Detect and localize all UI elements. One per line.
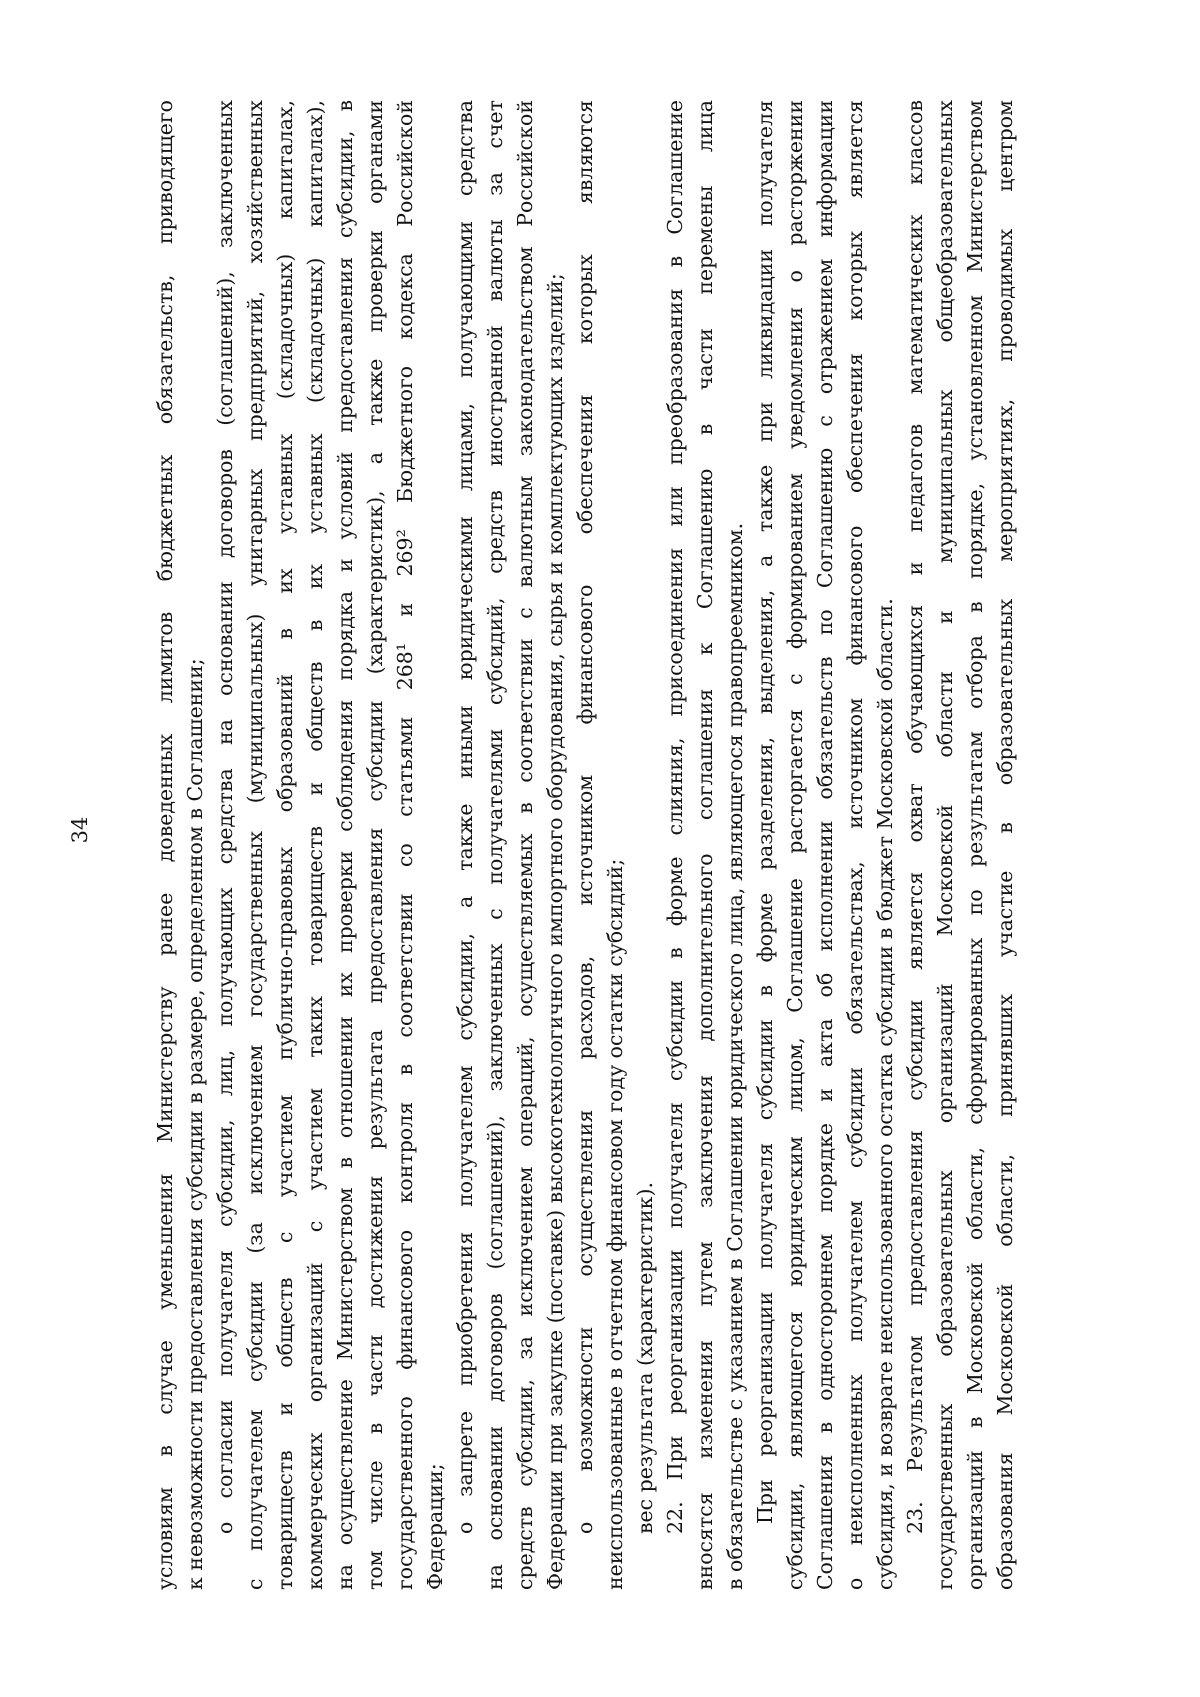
text-line: Федерации при закупке (поставке) высокотехнологичного импортного оборудования, сырья и комплектующих изделий; — [543, 273, 567, 1590]
text-line: о неисполненных получателем субсидии обязательствах, источником финансового обеспечения которых является — [843, 100, 867, 1590]
text-line: средств субсидии, за исключением операций, осуществляемых в соответствии с валютным законодательством Российской — [513, 100, 537, 1590]
text-line: товариществ и обществ с участием публично-правовых образований в их уставных (складочных) капиталах, — [273, 100, 297, 1590]
document-body — [150, 100, 1020, 1590]
text-line: 23. Результатом предоставления субсидии является охват обучающихся и педагогов математических классов — [903, 100, 927, 1534]
text-line: о согласии получателя субсидии, лиц, получающих средства на основании договоров (соглашений), заключенных — [213, 100, 237, 1534]
text-line: к невозможности предоставления субсидии в размере, определенном в Соглашении; — [183, 658, 207, 1590]
text-line: Соглашения в одностороннем порядке и акта об исполнении обязательств по Соглашению с отражением информации — [813, 100, 837, 1590]
text-line: образования Московской области, принявших участие в образовательных мероприятиях, проводимых центром — [993, 100, 1017, 1590]
text-line: организаций в Московской области, сформированных по результатам отбора в порядке, установленном Министерством — [963, 100, 987, 1590]
text-line: том числе в части достижения результата предоставления субсидии (характеристик), а также проверки органами — [363, 100, 387, 1590]
text-line: условиям в случае уменьшения Министерству ранее доведенных лимитов бюджетных обязательств, приводящего — [153, 100, 177, 1590]
text-line: государственных образовательных организаций Московской области и муниципальных общеобразовательных — [933, 100, 957, 1590]
text-line: Федерации; — [423, 1463, 447, 1590]
text-line: 22. При реорганизации получателя субсидии в форме слияния, присоединения или преобразования в Соглашение — [663, 100, 687, 1534]
text-line: о запрете приобретения получателем субсидии, а также иными юридическими лицами, получающими средства — [453, 100, 477, 1534]
text-line: При реорганизации получателя субсидии в форме разделения, выделения, а также при ликвидации получателя — [753, 100, 777, 1524]
text-line: коммерческих организаций с участием таких товариществ и обществ в их уставных (складочных) капиталах), — [303, 100, 327, 1590]
page-number: 34 — [68, 816, 92, 844]
text-line: вес результата (характеристик). — [633, 1181, 657, 1534]
text-line: на осуществление Министерством в отношении их проверки соблюдения порядка и условий предоставления субсидии, в — [333, 100, 357, 1590]
text-line: вносятся изменения путем заключения дополнительного соглашения к Соглашению в части перемены лица — [693, 100, 717, 1590]
text-line: субсидия, и возврате неиспользованного остатка субсидии в бюджет Московской области. — [873, 598, 897, 1590]
text-line: о возможности осуществления расходов, источником финансового обеспечения которых являются — [573, 100, 597, 1534]
text-line: с получателем субсидии (за исключением государственных (муниципальных) унитарных предприятий, хозяйственных — [243, 100, 267, 1590]
text-line: государственного финансового контроля в соответствии со статьями 268¹ и 269² Бюджетного кодекса Российской — [393, 100, 417, 1590]
text-line: на основании договоров (соглашений), заключенных с получателями субсидий, средств иностранной валюты за счет — [483, 100, 507, 1590]
text-line: неиспользованные в отчетном финансовом году остатки субсидий; — [603, 858, 627, 1590]
text-line: в обязательстве с указанием в Соглашении юридического лица, являющегося правопреемником. — [723, 522, 747, 1590]
text-line: субсидии, являющегося юридическим лицом, Соглашение расторгается с формированием уведомления о расторжении — [783, 100, 807, 1590]
